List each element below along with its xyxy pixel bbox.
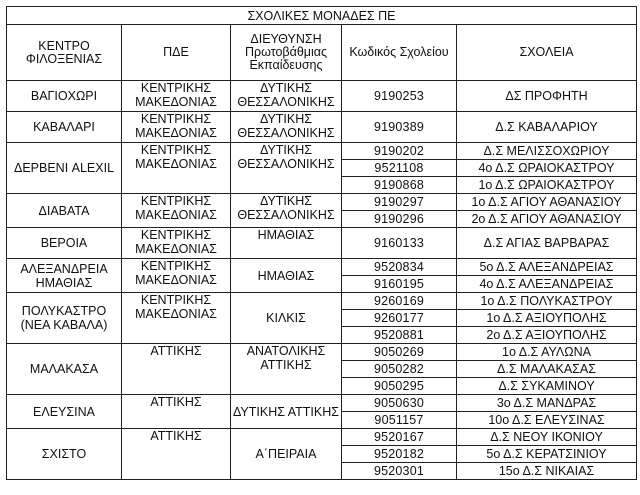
header-center-line: ΚΕΝΤΡΟ	[38, 38, 90, 53]
pde-cell	[122, 395, 231, 429]
center-cell	[7, 395, 122, 429]
center-cell-line: ΚΑΒΑΛΑΡΙ	[33, 120, 95, 134]
pde-cell-line: ΚΕΝΤΡΙΚΗΣ	[140, 228, 212, 242]
directorate-cell-line: ΑΤΤΙΚΗΣ	[260, 358, 312, 372]
table-row	[7, 112, 637, 143]
center-cell-line: ΠΟΛΥΚΑΣΤΡΟ	[21, 304, 107, 318]
center-cell	[7, 293, 122, 344]
center-cell-line: ΣΧΙΣΤΟ	[41, 447, 87, 461]
pde-cell	[122, 259, 231, 293]
school-name-cell: 1ο Δ.Σ ΑΓΙΟΥ ΑΘΑΝΑΣΙΟΥ	[457, 194, 637, 211]
directorate-cell	[231, 259, 342, 293]
school-code-cell: 9160133	[342, 228, 457, 259]
school-code-cell: 9260177	[342, 310, 457, 327]
center-cell	[7, 143, 122, 194]
table-row	[7, 228, 637, 259]
header-pde: ΠΔΕ	[122, 25, 231, 81]
directorate-cell-line: ΔΥΤΙΚΗΣ	[260, 112, 312, 126]
header-directorate	[231, 25, 342, 81]
center-cell-line: ΒΕΡΟΙΑ	[40, 236, 88, 250]
pde-cell-line: ΚΕΝΤΡΙΚΗΣ	[140, 81, 212, 95]
school-name-cell: Δ.Σ ΑΓΙΑΣ ΒΑΡΒΑΡΑΣ	[457, 228, 637, 259]
center-cell	[7, 81, 122, 112]
directorate-cell-line: ΘΕΣΣΑΛΟΝΙΚΗΣ	[237, 95, 335, 109]
directorate-cell-line: ΘΕΣΣΑΛΟΝΙΚΗΣ	[237, 126, 335, 140]
center-cell	[7, 344, 122, 395]
table-row	[7, 395, 637, 412]
directorate-cell-line: ΘΕΣΣΑΛΟΝΙΚΗΣ	[237, 157, 335, 171]
school-code-cell: 9521108	[342, 160, 457, 177]
directorate-cell	[231, 143, 342, 194]
directorate-cell-line: ΘΕΣΣΑΛΟΝΙΚΗΣ	[237, 208, 335, 222]
directorate-cell-line: ΔΥΤΙΚΗΣ	[260, 81, 312, 95]
center-cell-line: ΒΑΓΙΟΧΩΡΙ	[30, 89, 98, 103]
pde-cell-line: ΑΤΤΙΚΗΣ	[150, 429, 202, 443]
center-cell	[7, 429, 122, 480]
center-cell-line: ΜΑΛΑΚΑΣΑ	[29, 362, 99, 376]
directorate-cell	[231, 293, 342, 344]
pde-cell-line: ΚΕΝΤΡΙΚΗΣ	[140, 194, 212, 208]
school-code-cell: 9190297	[342, 194, 457, 211]
center-cell	[7, 194, 122, 228]
school-code-cell: 9050282	[342, 361, 457, 378]
school-code-cell: 9520301	[342, 463, 457, 480]
table-row	[7, 344, 637, 361]
pde-cell-line: ΑΤΤΙΚΗΣ	[150, 395, 202, 409]
directorate-cell	[231, 395, 342, 429]
pde-cell-line: ΜΑΚΕΔΟΝΙΑΣ	[135, 157, 217, 171]
pde-cell	[122, 228, 231, 259]
pde-cell-line: ΚΕΝΤΡΙΚΗΣ	[140, 143, 212, 157]
school-name-cell: 5ο Δ.Σ ΑΛΕΞΑΝΔΡΕΙΑΣ	[457, 259, 637, 276]
school-units-table	[6, 6, 637, 480]
directorate-cell-line: ΗΜΑΘΙΑΣ	[257, 268, 315, 283]
school-code-cell: 9050269	[342, 344, 457, 361]
title-row	[7, 7, 637, 25]
school-name-cell: 3ο Δ.Σ ΜΑΝΔΡΑΣ	[457, 395, 637, 412]
center-cell-line: ΑΛΕΞΑΝΔΡΕΙΑ	[20, 261, 108, 276]
pde-cell-line: ΑΤΤΙΚΗΣ	[150, 344, 202, 358]
header-center	[7, 25, 122, 81]
school-name-cell: Δ.Σ ΜΑΛΑΚΑΣΑΣ	[457, 361, 637, 378]
school-code-cell: 9520834	[342, 259, 457, 276]
directorate-cell	[231, 112, 342, 143]
school-code-cell: 9520167	[342, 429, 457, 446]
center-cell	[7, 228, 122, 259]
directorate-cell	[231, 344, 342, 395]
pde-cell-line: ΜΑΚΕΔΟΝΙΑΣ	[135, 208, 217, 222]
school-code-cell: 9520182	[342, 446, 457, 463]
center-cell	[7, 112, 122, 143]
pde-cell-line: ΜΑΚΕΔΟΝΙΑΣ	[135, 95, 217, 109]
center-cell-line: (ΝΕΑ ΚΑΒΑΛΑ)	[20, 318, 108, 332]
pde-cell	[122, 429, 231, 480]
school-code-cell: 9160195	[342, 276, 457, 293]
school-name-cell: 15ο Δ.Σ ΝΙΚΑΙΑΣ	[457, 463, 637, 480]
table-row	[7, 143, 637, 160]
table-body	[7, 7, 637, 480]
pde-cell	[122, 194, 231, 228]
table-row	[7, 194, 637, 211]
table-title: ΣΧΟΛΙΚΕΣ ΜΟΝΑΔΕΣ ΠΕ	[7, 7, 637, 25]
pde-cell	[122, 112, 231, 143]
directorate-cell	[231, 81, 342, 112]
school-name-cell: Δ.Σ ΝΕΟΥ ΙΚΟΝΙΟΥ	[457, 429, 637, 446]
school-name-cell: 2ο Δ.Σ ΑΓΙΟΥ ΑΘΑΝΑΣΙΟΥ	[457, 211, 637, 228]
pde-cell	[122, 143, 231, 194]
school-code-cell: 9190296	[342, 211, 457, 228]
school-name-cell: 1ο Δ.Σ ΑΞΙΟΥΠΟΛΗΣ	[457, 310, 637, 327]
school-code-cell: 9190389	[342, 112, 457, 143]
school-code-cell: 9051157	[342, 412, 457, 429]
table-row	[7, 293, 637, 310]
directorate-cell-line: ΔΥΤΙΚΗΣ	[260, 143, 312, 157]
school-name-cell: 5ο Δ.Σ ΚΕΡΑΤΣΙΝΙΟΥ	[457, 446, 637, 463]
header-center-line: ΦΙΛΟΞΕΝΙΑΣ	[25, 51, 103, 66]
school-name-cell: 10ο Δ.Σ ΕΛΕΥΣΙΝΑΣ	[457, 412, 637, 429]
pde-cell-line: ΚΕΝΤΡΙΚΗΣ	[140, 112, 212, 126]
header-code: Κωδικός Σχολείου	[342, 25, 457, 81]
school-name-cell: 2ο Δ.Σ ΑΞΙΟΥΠΟΛΗΣ	[457, 327, 637, 344]
directorate-cell-line: ΗΜΑΘΙΑΣ	[257, 228, 315, 242]
school-name-cell: ΔΣ ΠΡΟΦΗΤΗ	[457, 81, 637, 112]
header-directorate-line: Πρωτοβάθμιας	[244, 45, 328, 59]
directorate-cell-line: ΔΥΤΙΚΗΣ ΑΤΤΙΚΗΣ	[233, 404, 339, 419]
center-cell-line: ΔΙΑΒΑΤΑ	[38, 203, 90, 218]
header-row	[7, 25, 637, 81]
directorate-cell-line: ΚΙΛΚΙΣ	[266, 311, 306, 325]
school-name-cell: 1ο Δ.Σ ΩΡΑΙΟΚΑΣΤΡΟΥ	[457, 177, 637, 194]
table-row	[7, 429, 637, 446]
table-row	[7, 259, 637, 276]
school-name-cell: 4ο Δ.Σ ΩΡΑΙΟΚΑΣΤΡΟΥ	[457, 160, 637, 177]
pde-cell-line: ΜΑΚΕΔΟΝΙΑΣ	[135, 307, 217, 321]
center-cell-line: ΕΛΕΥΣΙΝΑ	[33, 404, 95, 419]
pde-cell	[122, 344, 231, 395]
school-code-cell: 9190868	[342, 177, 457, 194]
center-cell-line: ΗΜΑΘΙΑΣ	[35, 275, 93, 290]
center-cell	[7, 259, 122, 293]
header-directorate-line: ΔΙΕΥΘΥΝΣΗ	[250, 32, 322, 46]
school-code-cell: 9190253	[342, 81, 457, 112]
school-name-cell: Δ.Σ ΚΑΒΑΛΑΡΙΟΥ	[457, 112, 637, 143]
directorate-cell	[231, 228, 342, 259]
pde-cell-line: ΜΑΚΕΔΟΝΙΑΣ	[135, 242, 217, 256]
header-schools: ΣΧΟΛΕΙΑ	[457, 25, 637, 81]
pde-cell-line: ΜΑΚΕΔΟΝΙΑΣ	[135, 126, 217, 140]
directorate-cell-line: Α΄ΠΕΙΡΑΙΑ	[255, 447, 317, 461]
school-name-cell: Δ.Σ ΣΥΚΑΜΙΝΟΥ	[457, 378, 637, 395]
header-directorate-line: Εκπαίδευσης	[249, 58, 323, 72]
table-row	[7, 81, 637, 112]
school-name-cell: 4ο Δ.Σ ΑΛΕΞΑΝΔΡΕΙΑΣ	[457, 276, 637, 293]
school-name-cell: 1ο Δ.Σ ΑΥΛΩΝΑ	[457, 344, 637, 361]
directorate-cell	[231, 429, 342, 480]
pde-cell-line: ΚΕΝΤΡΙΚΗΣ	[140, 293, 212, 307]
center-cell-line: ΔΕΡΒΕΝΙ ALEXIL	[13, 161, 115, 175]
school-code-cell: 9190202	[342, 143, 457, 160]
directorate-cell	[231, 194, 342, 228]
pde-cell-line: ΚΕΝΤΡΙΚΗΣ	[140, 259, 212, 273]
school-code-cell: 9520881	[342, 327, 457, 344]
school-name-cell: 1ο Δ.Σ ΠΟΛΥΚΑΣΤΡΟΥ	[457, 293, 637, 310]
school-code-cell: 9260169	[342, 293, 457, 310]
directorate-cell-line: ΔΥΤΙΚΗΣ	[260, 194, 312, 208]
pde-cell	[122, 81, 231, 112]
pde-cell-line: ΜΑΚΕΔΟΝΙΑΣ	[135, 273, 217, 287]
directorate-cell-line: ΑΝΑΤΟΛΙΚΗΣ	[246, 344, 326, 358]
school-name-cell: Δ.Σ ΜΕΛΙΣΣΟΧΩΡΙΟΥ	[457, 143, 637, 160]
school-code-cell: 9050295	[342, 378, 457, 395]
school-code-cell: 9050630	[342, 395, 457, 412]
pde-cell	[122, 293, 231, 344]
